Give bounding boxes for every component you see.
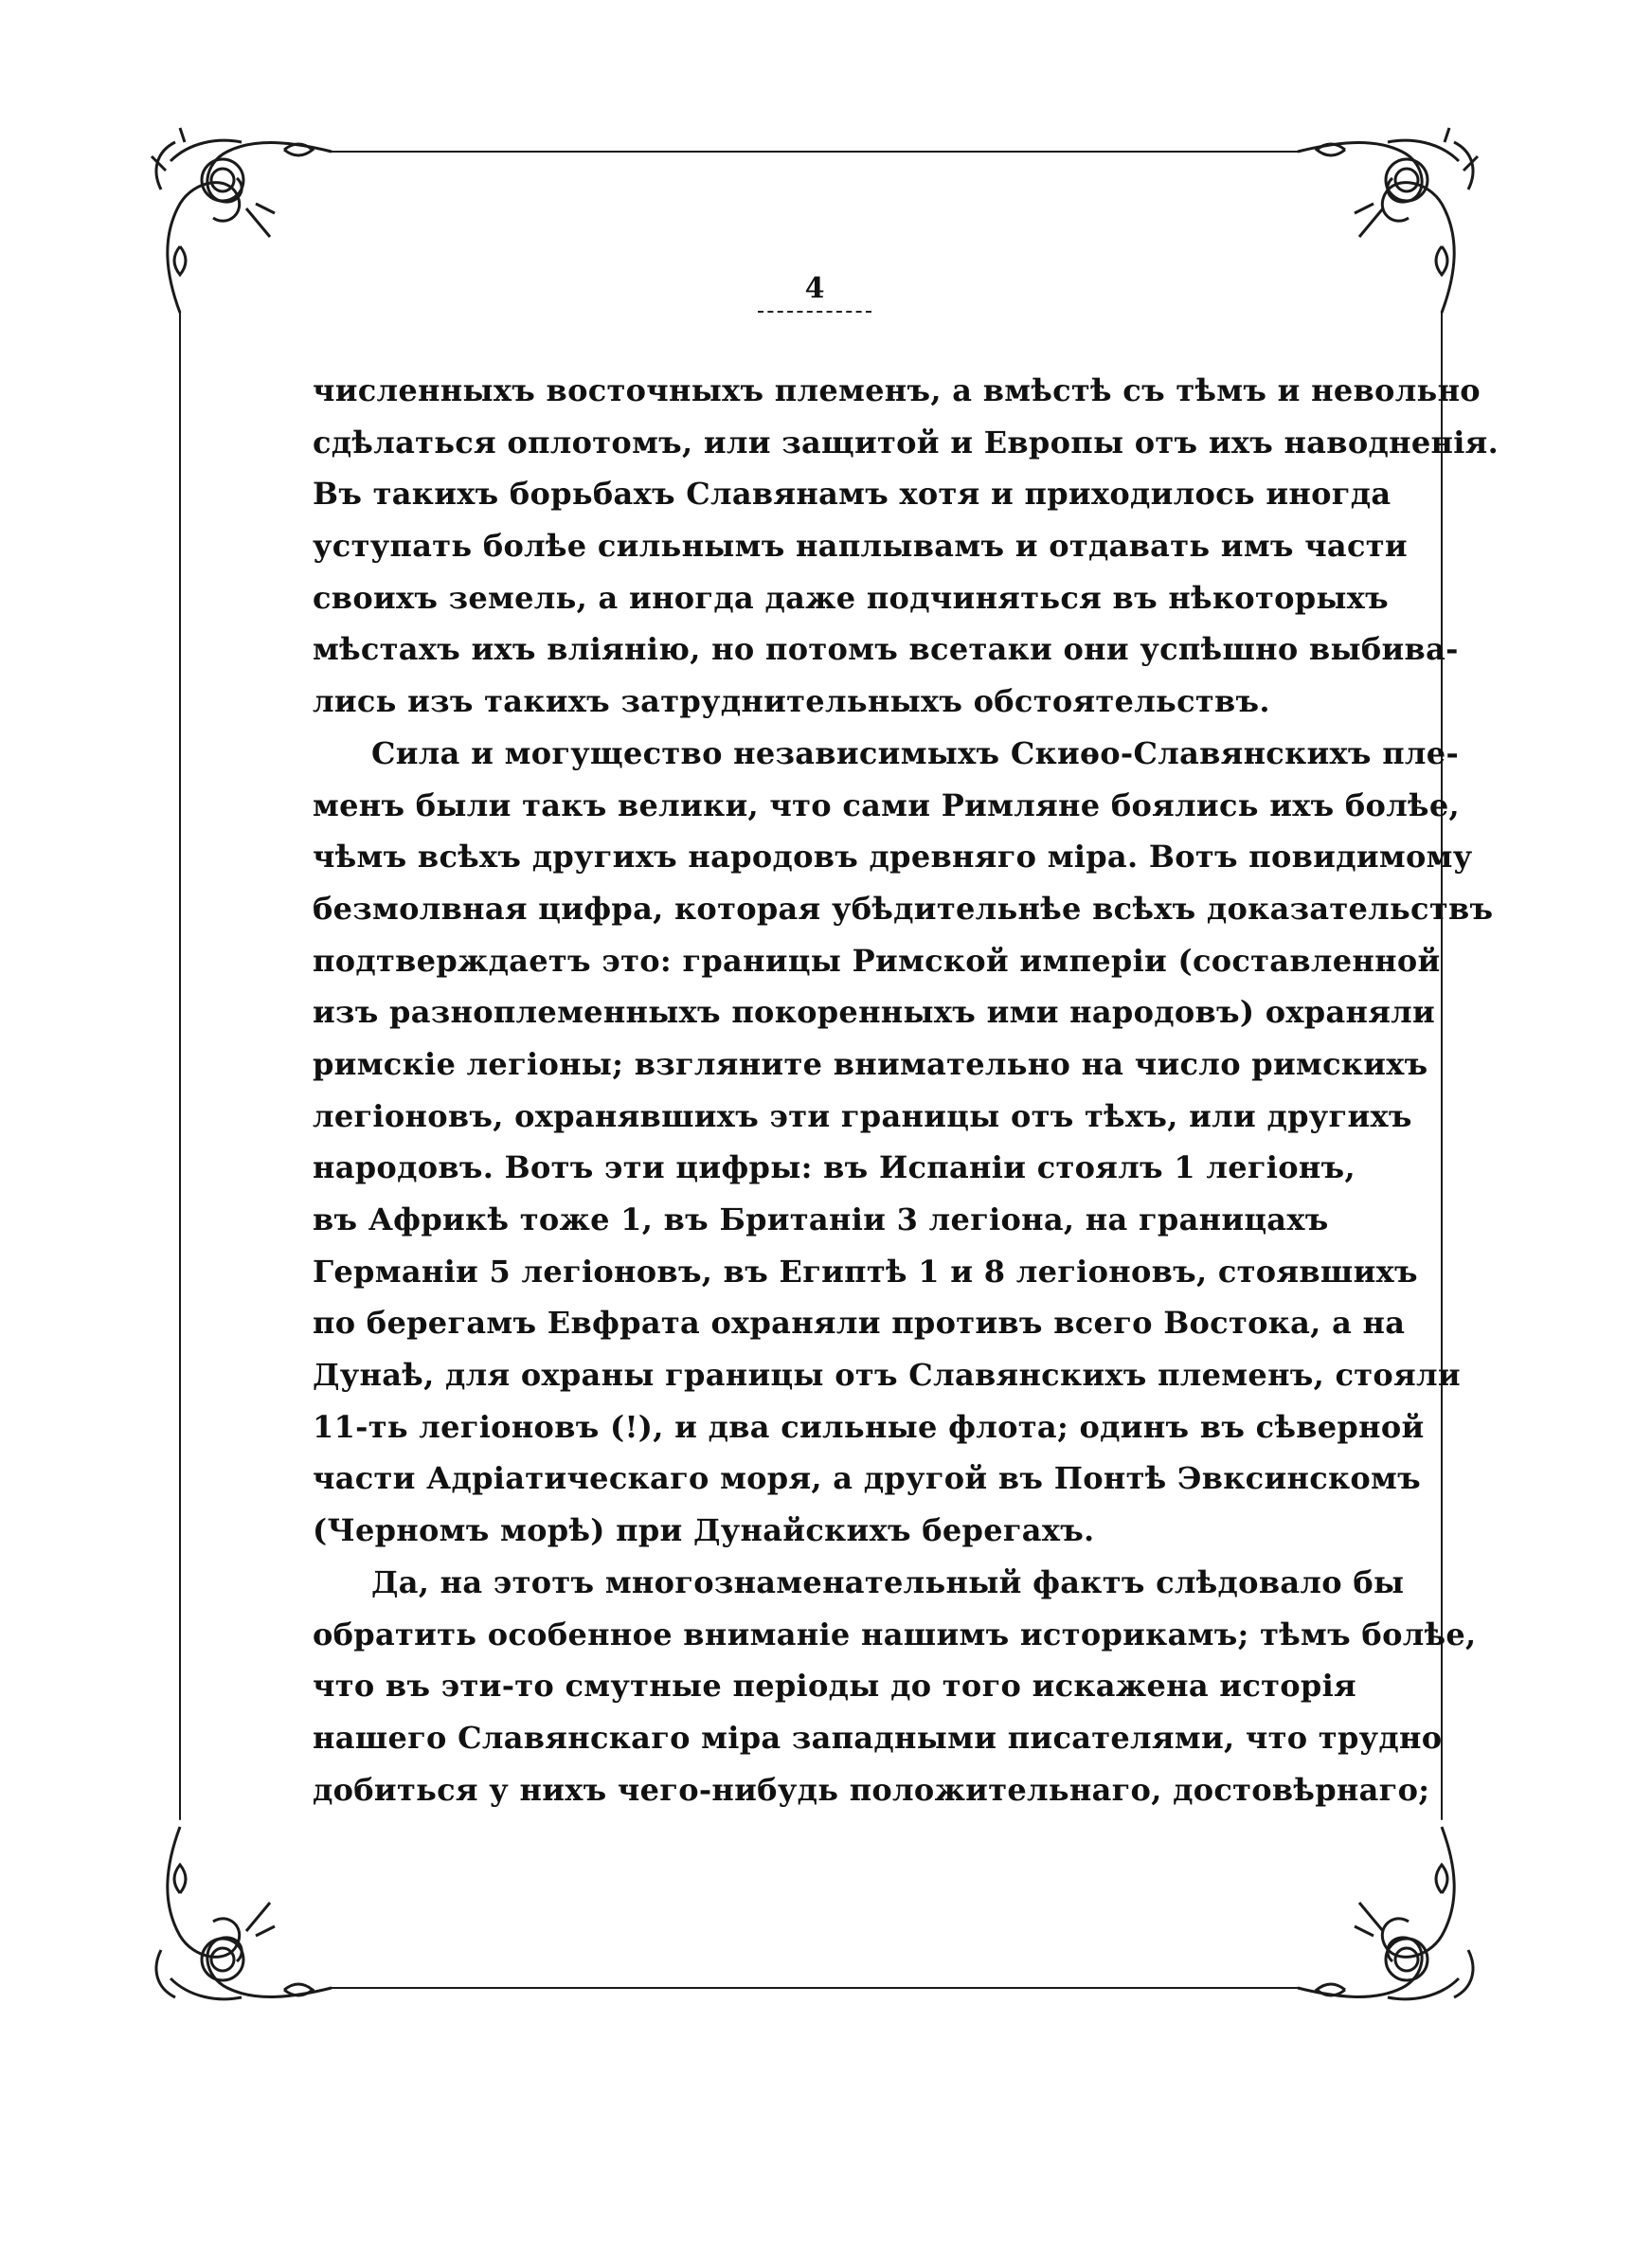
text-line: въ Африкѣ тоже 1, въ Британіи 3 легіона, на границахъ (313, 1201, 1329, 1237)
text-line: что въ эти-то смутные періоды до того искажена исторія (313, 1668, 1356, 1705)
text-line: Въ такихъ борьбахъ Славянамъ хотя и приходилось иногда (313, 476, 1392, 513)
text-line: безмолвная цифра, которая убѣдительнѣе всѣхъ доказательствъ (313, 890, 1494, 927)
text-line: уступать болѣе сильнымъ наплывамъ и отдавать имъ части (313, 528, 1408, 565)
text-line: менъ были такъ велики, что сами Римляне боялись ихъ болѣе, (313, 786, 1460, 823)
corner-flourish-bottom-right-icon (1298, 1827, 1473, 1999)
text-line: мѣстахъ ихъ вліянію, но потомъ всетаки они успѣшно выбива- (313, 631, 1459, 668)
text-line: подтверждаетъ это: границы Римской имперіи (составленной (313, 942, 1441, 979)
text-line: (Черномъ морѣ) при Дунайскихъ берегахъ. (313, 1512, 1095, 1549)
text-line: народовъ. Вотъ эти цифры: въ Испаніи стоялъ 1 легіонъ, (313, 1149, 1356, 1186)
text-line: нашего Славянскаго міра западными писателями, что трудно (313, 1719, 1443, 1756)
text-line: римскіе легіоны; взгляните внимательно на число римскихъ (313, 1045, 1428, 1082)
text-line: изъ разноплеменныхъ покоренныхъ ими народовъ) охраняли (313, 994, 1436, 1031)
text-line: Дунаѣ, для охраны границы отъ Славянскихъ племенъ, стояли (313, 1357, 1461, 1394)
text-line: своихъ земель, а иногда даже подчиняться въ нѣкоторыхъ (313, 579, 1389, 616)
text-line: сдѣлаться оплотомъ, или защитой и Европы отъ ихъ наводненія. (313, 424, 1499, 460)
text-line: по берегамъ Евфрата охраняли противъ всего Востока, а на (313, 1305, 1406, 1342)
text-line: численныхъ восточныхъ племенъ, а вмѣстѣ съ тѣмъ и невольно (313, 372, 1481, 408)
text-line: Сила и могущество независимыхъ Скиѳо-Славянскихъ пле- (371, 734, 1460, 771)
page-number: 4 (804, 272, 825, 305)
text-line: Да, на этотъ многознаменательный фактъ слѣдовало бы (371, 1563, 1405, 1600)
text-line: легіоновъ, охранявшихъ эти границы отъ тѣхъ, или другихъ (313, 1097, 1412, 1134)
page-number-block (748, 273, 881, 313)
text-line: добиться у нихъ чего-нибудь положительнаго, достовѣрнаго; (313, 1771, 1430, 1808)
text-line: чѣмъ всѣхъ другихъ народовъ древняго міра. Вотъ повидимому (313, 839, 1473, 876)
text-line: Германіи 5 легіоновъ, въ Египтѣ 1 и 8 легіоновъ, стоявшихъ (313, 1253, 1418, 1290)
text-line: лись изъ такихъ затруднительныхъ обстоятельствъ. (313, 683, 1270, 720)
page-number-rule (758, 311, 871, 313)
corner-flourish-top-left-icon (152, 128, 332, 313)
text-line: части Адріатическаго моря, а другой въ Понтѣ Эвксинскомъ (313, 1460, 1421, 1497)
text-line: 11-ть легіоновъ (!), и два сильные флота; одинъ въ сѣверной (313, 1408, 1425, 1445)
text-line: обратить особенное вниманіе нашимъ историкамъ; тѣмъ болѣе, (313, 1616, 1477, 1652)
corner-flourish-top-right-icon (1298, 128, 1478, 313)
body-text (313, 365, 1499, 1815)
corner-flourish-bottom-left-icon (156, 1827, 332, 1999)
